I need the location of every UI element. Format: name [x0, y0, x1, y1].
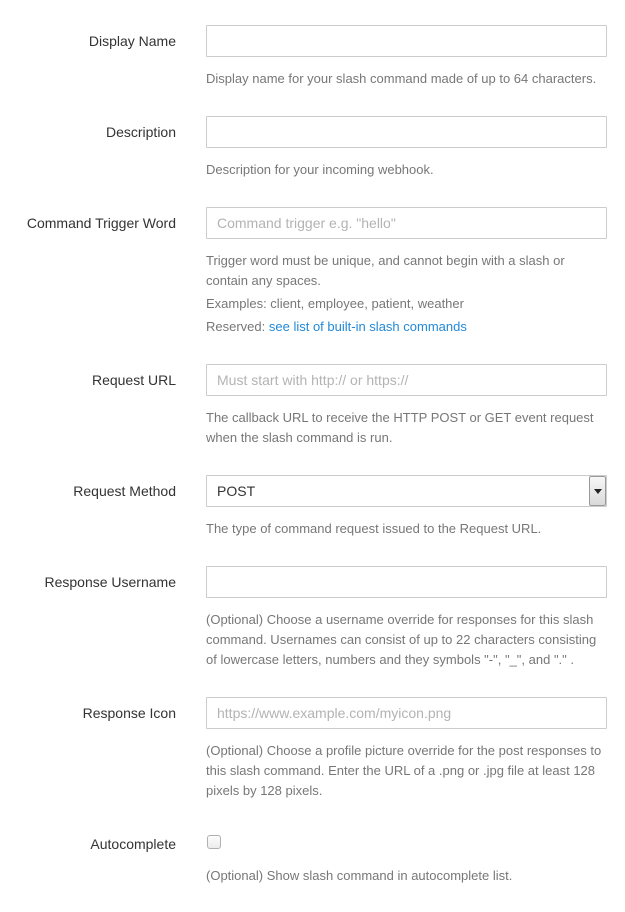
request-url-input[interactable]: [206, 364, 607, 396]
trigger-word-help: Trigger word must be unique, and cannot begin with a slash or contain any spaces.: [206, 253, 565, 288]
display-name-label: Display Name: [88, 33, 176, 49]
trigger-word-reserved: [206, 317, 607, 337]
response-username-help: (Optional) Choose a username override for responses for this slash command. Usernames can consist of up to 22 characters consisting of lowercase letters, numbers and they symbols "-", "_", and "." .: [206, 612, 597, 667]
display-name-input[interactable]: [206, 25, 607, 57]
response-username-label: Response Username: [44, 574, 176, 590]
trigger-word-label: Command Trigger Word: [26, 215, 176, 231]
request-method-select[interactable]: [206, 475, 607, 507]
description-label: Description: [105, 124, 176, 140]
response-icon-input[interactable]: [206, 697, 607, 729]
autocomplete-checkbox[interactable]: [207, 835, 221, 849]
request-url-help: The callback URL to receive the HTTP POST or GET event request when the slash command is run.: [206, 410, 594, 445]
form-group-response-icon: [0, 697, 625, 801]
description-input[interactable]: [206, 116, 607, 148]
display-name-help: Display name for your slash command made of up to 64 characters.: [206, 71, 597, 86]
autocomplete-help: (Optional) Show slash command in autocomplete list.: [206, 868, 513, 883]
reserved-prefix: Reserved:: [206, 319, 269, 334]
response-icon-label: Response Icon: [82, 705, 176, 721]
trigger-word-examples: Examples: client, employee, patient, weather: [206, 296, 464, 311]
form-group-autocomplete: [0, 828, 625, 886]
request-url-label: Request URL: [91, 372, 176, 388]
builtin-slash-commands-link[interactable]: see list of built-in slash commands: [268, 319, 467, 334]
form-group-request-method: [0, 475, 625, 539]
response-username-input[interactable]: [206, 566, 607, 598]
request-method-label: Request Method: [73, 483, 176, 499]
description-help: Description for your incoming webhook.: [206, 162, 434, 177]
request-method-help: The type of command request issued to the Request URL.: [206, 521, 542, 536]
form-group-description: [0, 116, 625, 180]
form-group-display-name: [0, 25, 625, 89]
form-group-request-url: [0, 364, 625, 448]
autocomplete-label: Autocomplete: [90, 836, 176, 852]
trigger-word-input[interactable]: [206, 207, 607, 239]
form-group-trigger-word: [0, 207, 625, 337]
form-group-response-username: [0, 566, 625, 670]
response-icon-help: (Optional) Choose a profile picture override for the post responses to this slash command. Enter the URL of a .png or .jpg file at least 128 pixels by 128 pixels.: [206, 743, 602, 798]
